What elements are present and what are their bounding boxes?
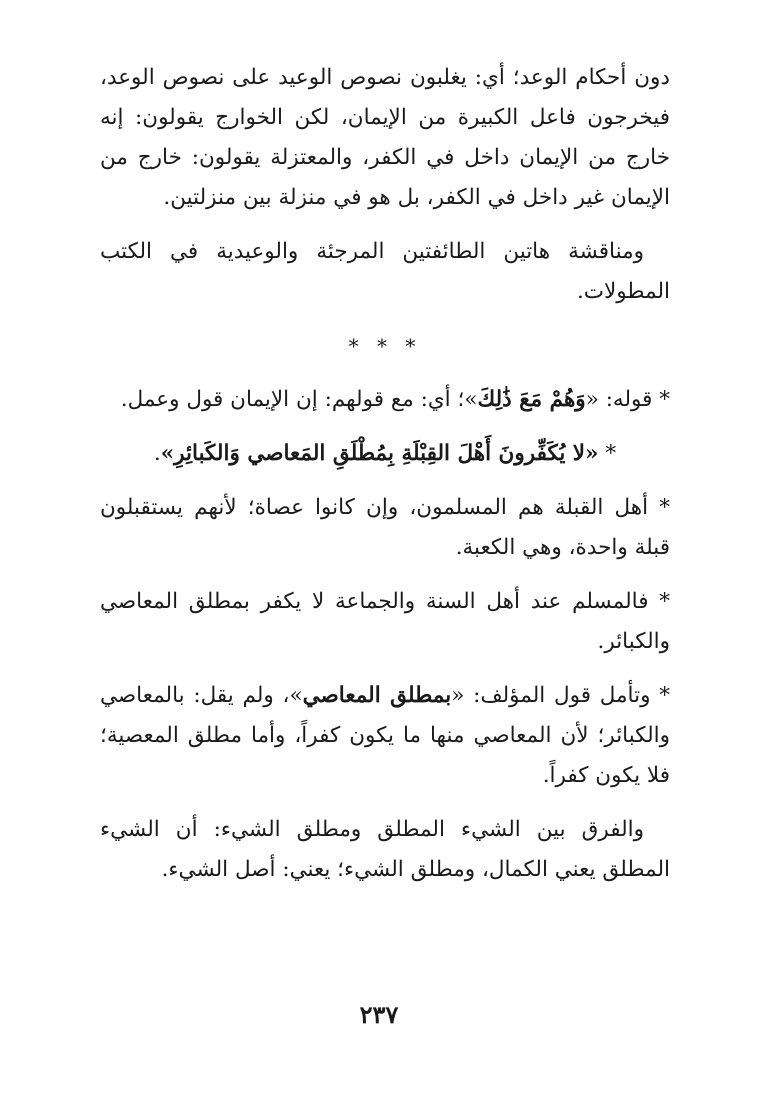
- bullet-star: *: [652, 387, 670, 412]
- page-body: [100, 58, 670, 1058]
- section-separator: * * *: [348, 334, 422, 358]
- bullet-star: *: [648, 589, 670, 614]
- page-number: ٢٣٧: [359, 1000, 399, 1029]
- paragraph-3-quote: وَهُمْ مَعَ ذَٰلِكَ: [477, 387, 586, 412]
- paragraph-5: [100, 488, 670, 568]
- bullet-star: *: [598, 441, 617, 466]
- paragraph-5-text: أهل القبلة هم المسلمون، وإن كانوا عصاة؛ لأنهم يستقبلون قبلة واحدة، وهي الكعبة.: [100, 495, 670, 560]
- paragraph-4-quote: «لا يُكَفِّرونَ أَهْلَ القِبْلَةِ بِمُطْلَقِ المَعاصي وَالكَبائِرِ»: [160, 441, 599, 466]
- paragraph-6-text: فالمسلم عند أهل السنة والجماعة لا يكفر بمطلق المعاصي والكبائر.: [100, 589, 670, 654]
- paragraph-8: والفرق بين الشيء المطلق ومطلق الشيء: أن الشيء المطلق يعني الكمال، ومطلق الشيء؛ يعني: أصل الشيء.: [100, 817, 670, 882]
- paragraph-3: [100, 380, 670, 420]
- bullet-star: *: [648, 495, 670, 520]
- paragraph-7-rest: »، ولم يقل: بالمعاصي والكبائر؛ لأن المعاصي منها ما يكون كفراً، وأما مطلق المعصية؛ فلا يكون كفراً.: [100, 683, 670, 788]
- paragraph-1: دون أحكام الوعد؛ أي: يغلبون نصوص الوعيد على نصوص الوعد، فيخرجون فاعل الكبيرة من الإيمان، لكن الخوارج يقولون: إنه خارج من الإيمان داخل في الكفر، والمعتزلة يقولون: خارج من الإيمان غير داخل في الكفر، بل هو في منزلة بين منزلتين.: [100, 65, 670, 210]
- paragraph-4-end: .: [153, 441, 161, 466]
- bullet-star: *: [650, 683, 670, 708]
- paragraph-3-lead: قوله: «: [585, 387, 653, 412]
- paragraph-3-rest: »؛ أي: مع قولهم: إن الإيمان قول وعمل.: [120, 387, 478, 412]
- paragraph-7-quote: بمطلق المعاصي: [302, 683, 452, 708]
- paragraph-2: ومناقشة هاتين الطائفتين المرجئة والوعيدية في الكتب المطولات.: [100, 239, 670, 304]
- paragraph-7-lead: وتأمل قول المؤلف: «: [451, 683, 651, 708]
- paragraph-4: [100, 434, 670, 474]
- paragraph-7: [100, 676, 670, 796]
- paragraph-6: [100, 582, 670, 662]
